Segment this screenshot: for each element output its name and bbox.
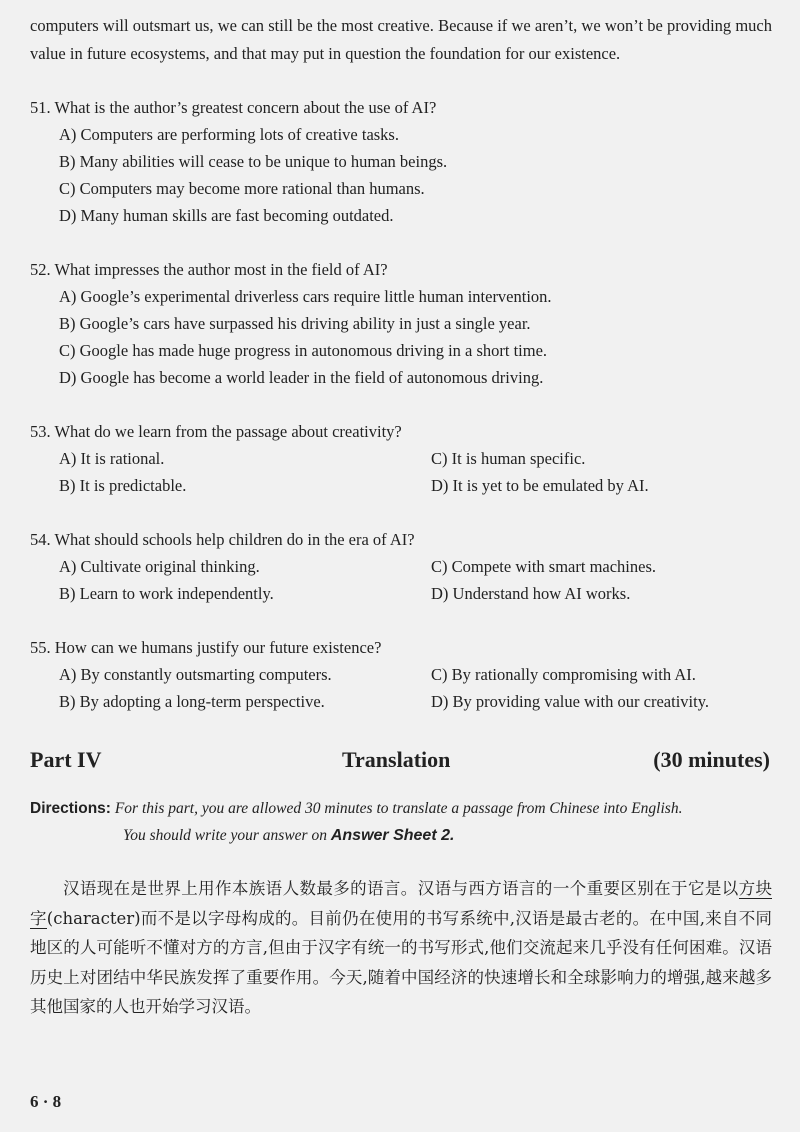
directions-label: Directions: <box>30 800 111 817</box>
chinese-passage <box>30 874 772 1022</box>
option-b: B) Learn to work independently. <box>59 584 274 603</box>
question-51 <box>30 94 775 229</box>
directions-line-1: For this part, you are allowed 30 minutes to translate a passage from Chinese into English. <box>114 800 683 817</box>
question-stem: 55. How can we humans justify our future existence? <box>30 638 382 657</box>
option-a: A) By constantly outsmarting computers. <box>59 665 332 684</box>
question-53 <box>30 418 775 499</box>
option-a: A) Google’s experimental driverless cars require little human intervention. <box>59 287 552 306</box>
question-stem: 54. What should schools help children do in the era of AI? <box>30 530 415 549</box>
question-stem: 53. What do we learn from the passage about creativity? <box>30 422 402 441</box>
option-c: C) It is human specific. <box>431 449 586 468</box>
directions-line-2: You should write your answer on <box>123 827 331 844</box>
option-d: D) Google has become a world leader in the field of autonomous driving. <box>59 368 544 387</box>
option-d: D) Many human skills are fast becoming outdated. <box>59 206 394 225</box>
chinese-passage-part-2: (character)而不是以字母构成的。目前仍在使用的书写系统中,汉语是最古老的。在中国,来自不同地区的人可能听不懂对方的方言,但由于汉字有统一的书写形式,他们交流起来几乎没有任何困难。汉语历史上对团结中华民族发挥了重要作用。今天,随着中国经济的快速增长和全球影响力的增强,越来越多其他国家的人也开始学习汉语。 <box>30 908 773 1016</box>
question-52 <box>30 256 775 391</box>
option-b: B) Google’s cars have surpassed his driving ability in just a single year. <box>59 314 531 333</box>
option-c: C) Compete with smart machines. <box>431 557 656 576</box>
question-stem: 51. What is the author’s greatest concern about the use of AI? <box>30 98 437 117</box>
part-title: Translation <box>342 747 451 772</box>
option-d: D) Understand how AI works. <box>431 584 631 603</box>
part-time: (30 minutes) <box>653 747 770 772</box>
option-b: B) It is predictable. <box>59 476 187 495</box>
page-number: 6 · 8 <box>30 1092 62 1111</box>
question-54 <box>30 526 775 607</box>
part-header <box>30 744 770 776</box>
chinese-passage-part-1: 汉语现在是世界上用作本族语人数最多的语言。汉语与西方语言的一个重要区别在于它是以 <box>63 879 739 898</box>
option-a: A) It is rational. <box>59 449 165 468</box>
option-a: A) Cultivate original thinking. <box>59 557 260 576</box>
part-number: Part IV <box>30 747 102 772</box>
answer-sheet-label: Answer Sheet 2. <box>330 827 455 844</box>
question-stem: 52. What impresses the author most in the field of AI? <box>30 260 388 279</box>
option-a: A) Computers are performing lots of creative tasks. <box>59 125 399 144</box>
option-c: C) By rationally compromising with AI. <box>431 665 696 684</box>
underlined-term: 方块字 <box>30 879 773 928</box>
option-c: C) Google has made huge progress in autonomous driving in a short time. <box>59 341 548 360</box>
question-55 <box>30 634 775 715</box>
option-b: B) By adopting a long-term perspective. <box>59 692 325 711</box>
option-c: C) Computers may become more rational than humans. <box>59 179 425 198</box>
passage-ending-paragraph: computers will outsmart us, we can still be the most creative. Because if we aren’t, we won’t be providing much value in future ecosystems, and that may put in question the foundation for our existence. <box>30 16 772 63</box>
directions <box>30 795 775 849</box>
option-d: D) It is yet to be emulated by AI. <box>431 476 649 495</box>
option-d: D) By providing value with our creativity. <box>431 692 709 711</box>
option-b: B) Many abilities will cease to be unique to human beings. <box>59 152 448 171</box>
